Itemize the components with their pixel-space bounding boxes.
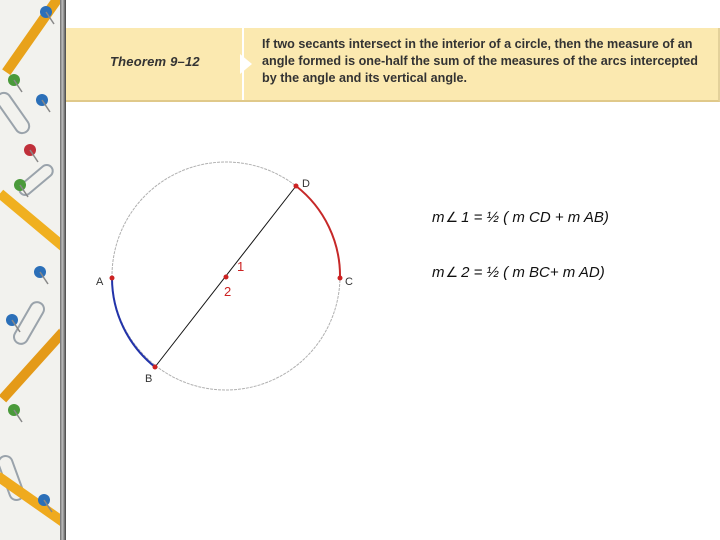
point-markers [110,184,343,370]
angle-symbol-icon: ∠ [445,209,459,225]
angle-symbol-icon: ∠ [445,264,459,280]
point-a [110,276,115,281]
equation-angle-2 [432,264,605,281]
arc-ab [112,278,155,367]
angle-label-1: 1 [237,259,245,274]
angle-label-2: 2 [224,284,232,299]
arc-cd [296,186,340,278]
theorem-text: If two secants intersect in the interior of a circle, then the measure of an angle formed is one-half the sum of the measures of the arcs intercepted by the angle and its vertical angle. [262,37,698,85]
point-d [294,184,299,189]
label-b: B [145,373,153,385]
eq2-rhs: = ½ ( m BC+ m AD) [473,264,605,281]
eq2-angle: 2 [461,264,470,281]
eq1-rhs: = ½ ( m CD + m AB) [473,209,609,226]
label-c: C [345,276,353,288]
label-a: A [96,276,104,288]
theorem-label: Theorem 9–12 [110,54,200,69]
eq2-lhs: m [432,264,445,281]
intersection-point [224,275,229,280]
eq1-angle: 1 [461,209,470,226]
label-d: D [302,178,310,190]
point-c [338,276,343,281]
point-b [153,365,158,370]
equation-angle-1 [432,209,609,226]
eq1-lhs: m [432,209,445,226]
